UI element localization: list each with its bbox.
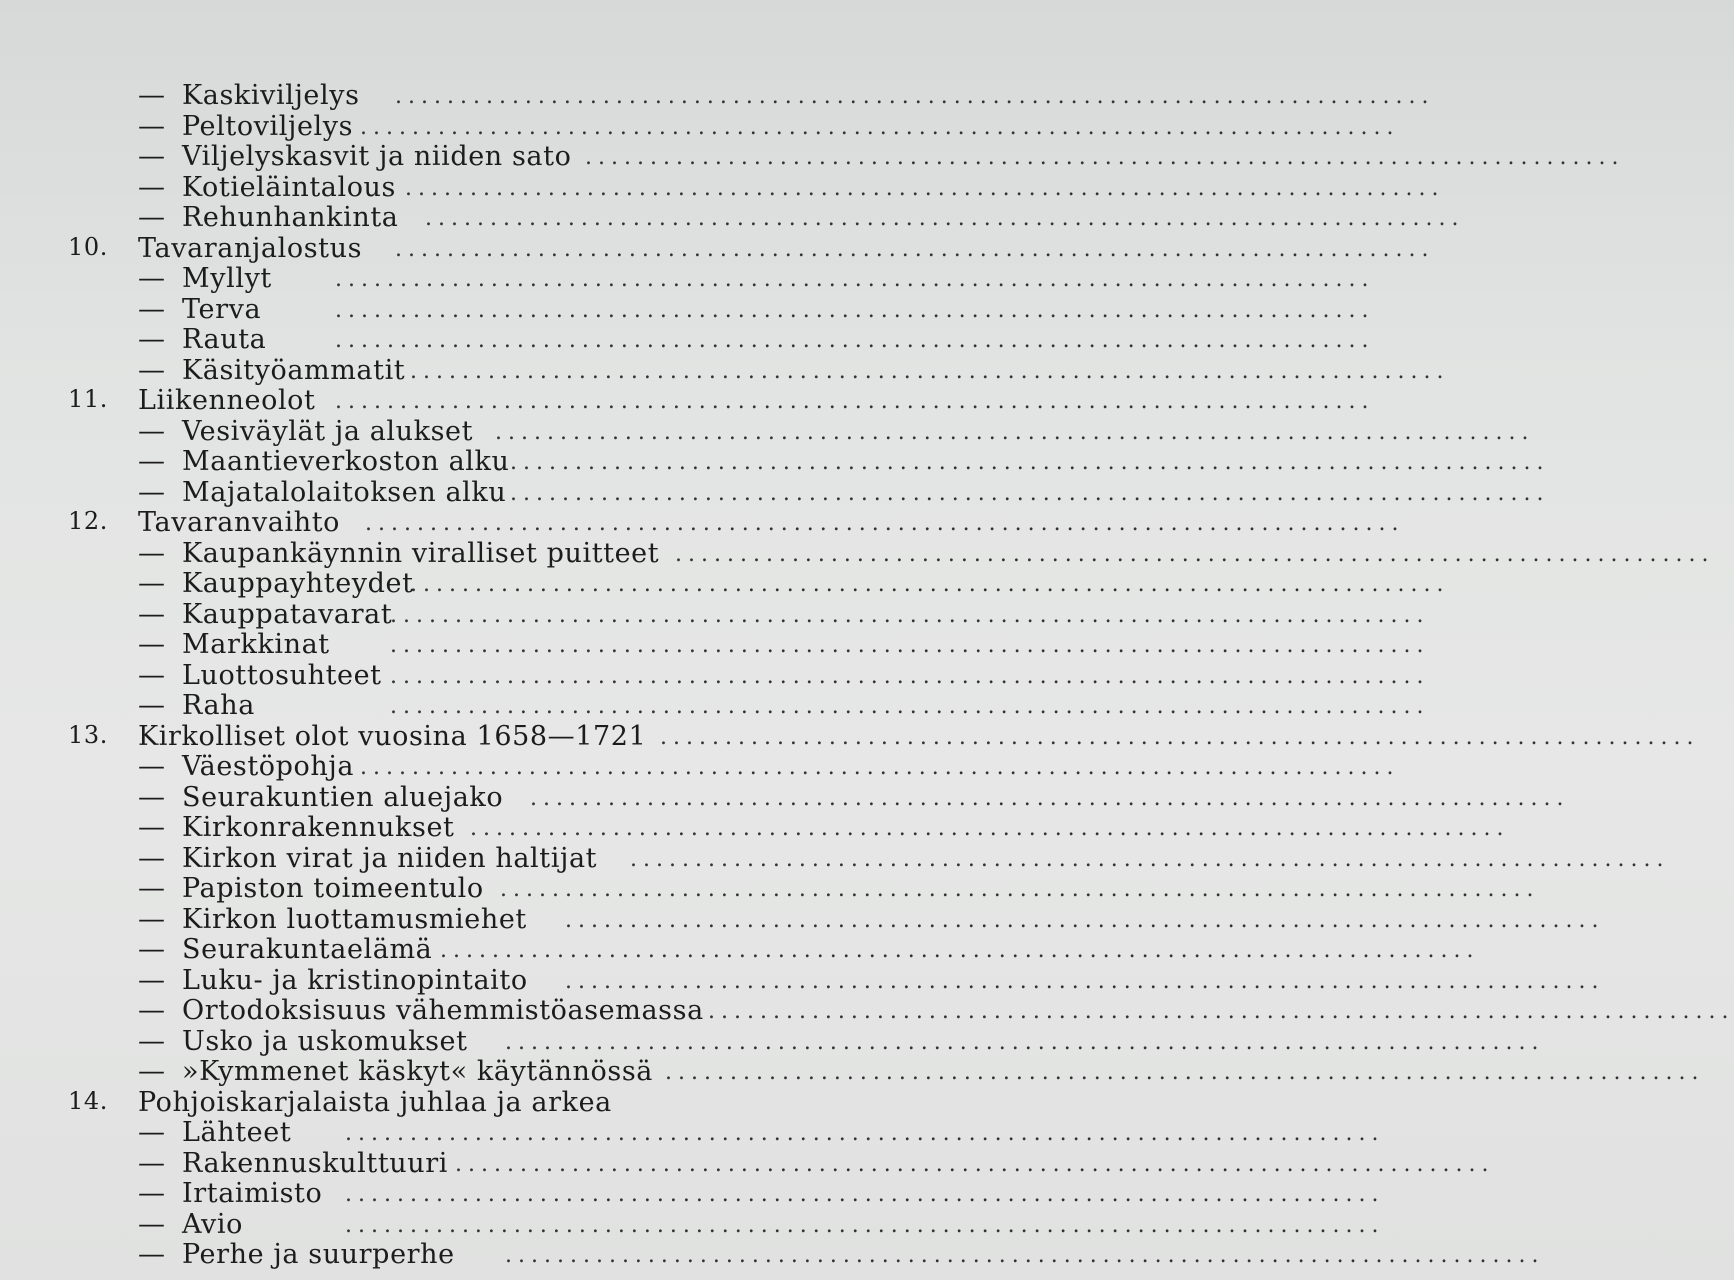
entry-title: Kirkon virat ja niiden haltijat — [182, 842, 598, 874]
entry-dash: — — [138, 415, 166, 447]
entry-dash: — — [138, 1056, 166, 1087]
toc-entry-row — [0, 141, 1625, 172]
toc-entry-row — [0, 354, 1450, 386]
entry-dash: — — [138, 690, 166, 721]
entry-dash: — — [138, 171, 166, 203]
toc-entry-row — [0, 202, 1465, 233]
leader-dots: ................................................................................ — [390, 633, 1430, 658]
leader-dots: ................................................................................ — [470, 816, 1510, 841]
toc-entry-row — [0, 293, 1375, 325]
entry-dash: — — [138, 110, 166, 142]
entry-title: Käsityöammatit — [182, 354, 406, 386]
chapter-number: 12. — [68, 507, 108, 535]
leader-dots: ................................................................................ — [390, 694, 1430, 719]
entry-title: Luku- ja kristinopintaito — [182, 964, 528, 996]
entry-title: Raha — [182, 690, 255, 721]
entry-title: Luottosuhteet — [182, 659, 382, 691]
entry-title: Kirkonrakennukset — [182, 812, 455, 843]
toc-entry-row — [0, 659, 1430, 691]
entry-title: Kaupankäynnin viralliset puitteet — [182, 537, 660, 569]
entry-dash: — — [138, 202, 166, 233]
toc-chapter-row — [0, 720, 1700, 752]
chapter-title: Pohjoiskarjalaista juhlaa ja arkea — [138, 1086, 612, 1118]
leader-dots: ................................................................................ — [505, 1029, 1545, 1055]
entry-title: Kirkon luottamusmiehet — [182, 903, 527, 935]
entry-dash: — — [138, 293, 166, 325]
toc-entry-row — [0, 110, 1400, 142]
entry-title: Seurakuntaelämä — [182, 934, 433, 965]
chapter-number: 10. — [68, 232, 108, 261]
entry-dash: — — [138, 141, 166, 172]
entry-title: Seurakuntien aluejako — [182, 781, 504, 813]
entry-title: Ortodoksisuus vähemmistöasemassa — [182, 995, 704, 1026]
leader-dots: ................................................................................ — [455, 1151, 1495, 1177]
leader-dots: ................................................................................ — [335, 267, 1375, 292]
chapter-title: Kirkolliset olot vuosina 1658—1721 — [138, 720, 647, 752]
entry-dash: — — [138, 1147, 166, 1179]
toc-entry-row — [0, 934, 1480, 965]
leader-dots: ................................................................................ — [390, 663, 1430, 689]
toc-entry-row — [0, 903, 1605, 935]
toc-chapter-row — [0, 385, 1375, 416]
entry-title: Rauta — [182, 324, 267, 355]
toc-entry-row — [0, 324, 1375, 355]
toc-chapter-row — [0, 507, 1405, 538]
entry-title: Viljelyskasvit ja niiden sato — [182, 141, 572, 172]
toc-chapter-row — [0, 232, 1435, 264]
toc-entry-row — [0, 1208, 1385, 1240]
leader-dots: ................................................................................ — [360, 755, 1400, 780]
toc-entry-row — [0, 1147, 1495, 1179]
entry-dash: — — [138, 354, 166, 386]
toc-entry-row — [0, 1025, 1545, 1057]
chapter-title: Tavaranvaihto — [138, 507, 341, 538]
entry-dash: — — [138, 1239, 166, 1270]
entry-title: Kauppatavarat — [182, 598, 393, 630]
leader-dots: ................................................................................ — [665, 1060, 1705, 1085]
leader-dots: ................................................................................ — [510, 450, 1550, 475]
leader-dots: ................................................................................ — [365, 511, 1405, 536]
entry-title: Perhe ja suurperhe — [182, 1239, 455, 1270]
leader-dots: ................................................................................ — [395, 236, 1435, 262]
leader-dots: ................................................................................ — [410, 358, 1450, 384]
leader-dots: ................................................................................ — [425, 206, 1465, 231]
chapter-number: 14. — [68, 1086, 108, 1115]
leader-dots: ................................................................................ — [660, 724, 1700, 750]
entry-dash: — — [138, 659, 166, 691]
entry-dash: — — [138, 1025, 166, 1057]
entry-title: Markkinat — [182, 629, 330, 660]
entry-title: Irtaimisto — [182, 1178, 323, 1209]
entry-dash: — — [138, 598, 166, 630]
toc-entry-row — [0, 568, 1450, 599]
leader-dots: ................................................................................ — [500, 877, 1540, 902]
entry-title: Kotieläintalous — [182, 171, 397, 203]
leader-dots: ................................................................................ — [335, 297, 1375, 323]
toc-entry-row — [0, 751, 1400, 782]
entry-title: Myllyt — [182, 263, 272, 294]
leader-dots: ................................................................................ — [345, 1121, 1385, 1146]
leader-dots: ................................................................................ — [695, 999, 1734, 1024]
leader-dots: ................................................................................ — [345, 1182, 1385, 1207]
entry-dash: — — [138, 1208, 166, 1240]
entry-dash: — — [138, 842, 166, 874]
entry-title: »Kymmenet käskyt« käytännössä — [182, 1056, 653, 1087]
leader-dots: ................................................................................ — [345, 1212, 1385, 1238]
toc-entry-row — [0, 1056, 1705, 1087]
entry-dash: — — [138, 751, 166, 782]
leader-dots: ................................................................................ — [675, 541, 1715, 567]
entry-dash: — — [138, 903, 166, 935]
toc-entry-row — [0, 446, 1550, 477]
entry-title: Majatalolaitoksen alku — [182, 476, 507, 508]
entry-dash: — — [138, 873, 166, 904]
leader-dots: ................................................................................ — [495, 419, 1535, 445]
entry-title: Lähteet — [182, 1117, 292, 1148]
entry-dash: — — [138, 1178, 166, 1209]
toc-entry-row — [0, 690, 1430, 721]
entry-dash: — — [138, 568, 166, 599]
toc-entry-row — [0, 873, 1540, 904]
entry-dash: — — [138, 964, 166, 996]
entry-dash: — — [138, 934, 166, 965]
entry-dash: — — [138, 781, 166, 813]
entry-dash: — — [138, 446, 166, 477]
toc-entry-row — [0, 1178, 1385, 1209]
leader-dots: ................................................................................ — [335, 389, 1375, 414]
leader-dots: ................................................................................ — [410, 572, 1450, 597]
entry-dash: — — [138, 629, 166, 660]
table-of-contents — [0, 80, 1734, 1270]
entry-dash: — — [138, 263, 166, 294]
toc-entry-row — [0, 1239, 1545, 1270]
entry-dash: — — [138, 476, 166, 508]
entry-title: Terva — [182, 293, 262, 325]
toc-entry-row — [0, 1117, 1385, 1148]
entry-dash: — — [138, 812, 166, 843]
chapter-number: 11. — [68, 385, 108, 413]
leader-dots: ................................................................................ — [505, 1243, 1545, 1268]
entry-title: Avio — [182, 1208, 243, 1240]
toc-entry-row — [0, 537, 1715, 569]
entry-title: Rehunhankinta — [182, 202, 399, 233]
toc-entry-row — [0, 171, 1445, 203]
entry-title: Kaskiviljelys — [182, 80, 360, 111]
leader-dots: ................................................................................ — [360, 114, 1400, 140]
leader-dots: ................................................................................ — [390, 602, 1430, 628]
leader-dots: ................................................................................ — [585, 145, 1625, 170]
entry-dash: — — [138, 324, 166, 355]
leader-dots: ................................................................................ — [510, 480, 1550, 506]
toc-entry-row — [0, 812, 1510, 843]
leader-dots: ................................................................................ — [530, 785, 1570, 811]
leader-dots: ................................................................................ — [565, 907, 1605, 933]
entry-title: Peltoviljelys — [182, 110, 354, 142]
chapter-number: 13. — [68, 720, 108, 749]
toc-entry-row — [0, 598, 1430, 630]
toc-chapter-row — [0, 1087, 960, 1118]
entry-title: Rakennuskulttuuri — [182, 1147, 449, 1179]
toc-entry-row — [0, 995, 1734, 1026]
entry-title: Kauppayhteydet — [182, 568, 414, 599]
toc-entry-row — [0, 629, 1430, 660]
leader-dots: ................................................................................ — [405, 175, 1445, 201]
toc-entry-row — [0, 80, 1435, 111]
leader-dots: ................................................................................ — [565, 968, 1605, 994]
chapter-title: Liikenneolot — [138, 385, 316, 416]
entry-title: Väestöpohja — [182, 751, 355, 782]
leader-dots: ................................................................................ — [630, 846, 1670, 872]
entry-title: Papiston toimeentulo — [182, 873, 484, 904]
toc-entry-row — [0, 415, 1535, 447]
entry-dash: — — [138, 80, 166, 111]
entry-title: Maantieverkoston alku — [182, 446, 510, 477]
entry-title: Usko ja uskomukset — [182, 1025, 468, 1057]
entry-title: Vesiväylät ja alukset — [182, 415, 474, 447]
entry-dash: — — [138, 1117, 166, 1148]
entry-dash: — — [138, 537, 166, 569]
leader-dots: ................................................................................ — [395, 84, 1435, 109]
leader-dots: ................................................................................ — [440, 938, 1480, 963]
entry-dash: — — [138, 995, 166, 1026]
leader-dots: ................................................................................ — [335, 328, 1375, 353]
toc-entry-row — [0, 263, 1375, 294]
chapter-title: Tavaranjalostus — [138, 232, 363, 264]
toc-entry-row — [0, 964, 1605, 996]
toc-entry-row — [0, 781, 1570, 813]
toc-entry-row — [0, 842, 1670, 874]
toc-entry-row — [0, 476, 1550, 508]
